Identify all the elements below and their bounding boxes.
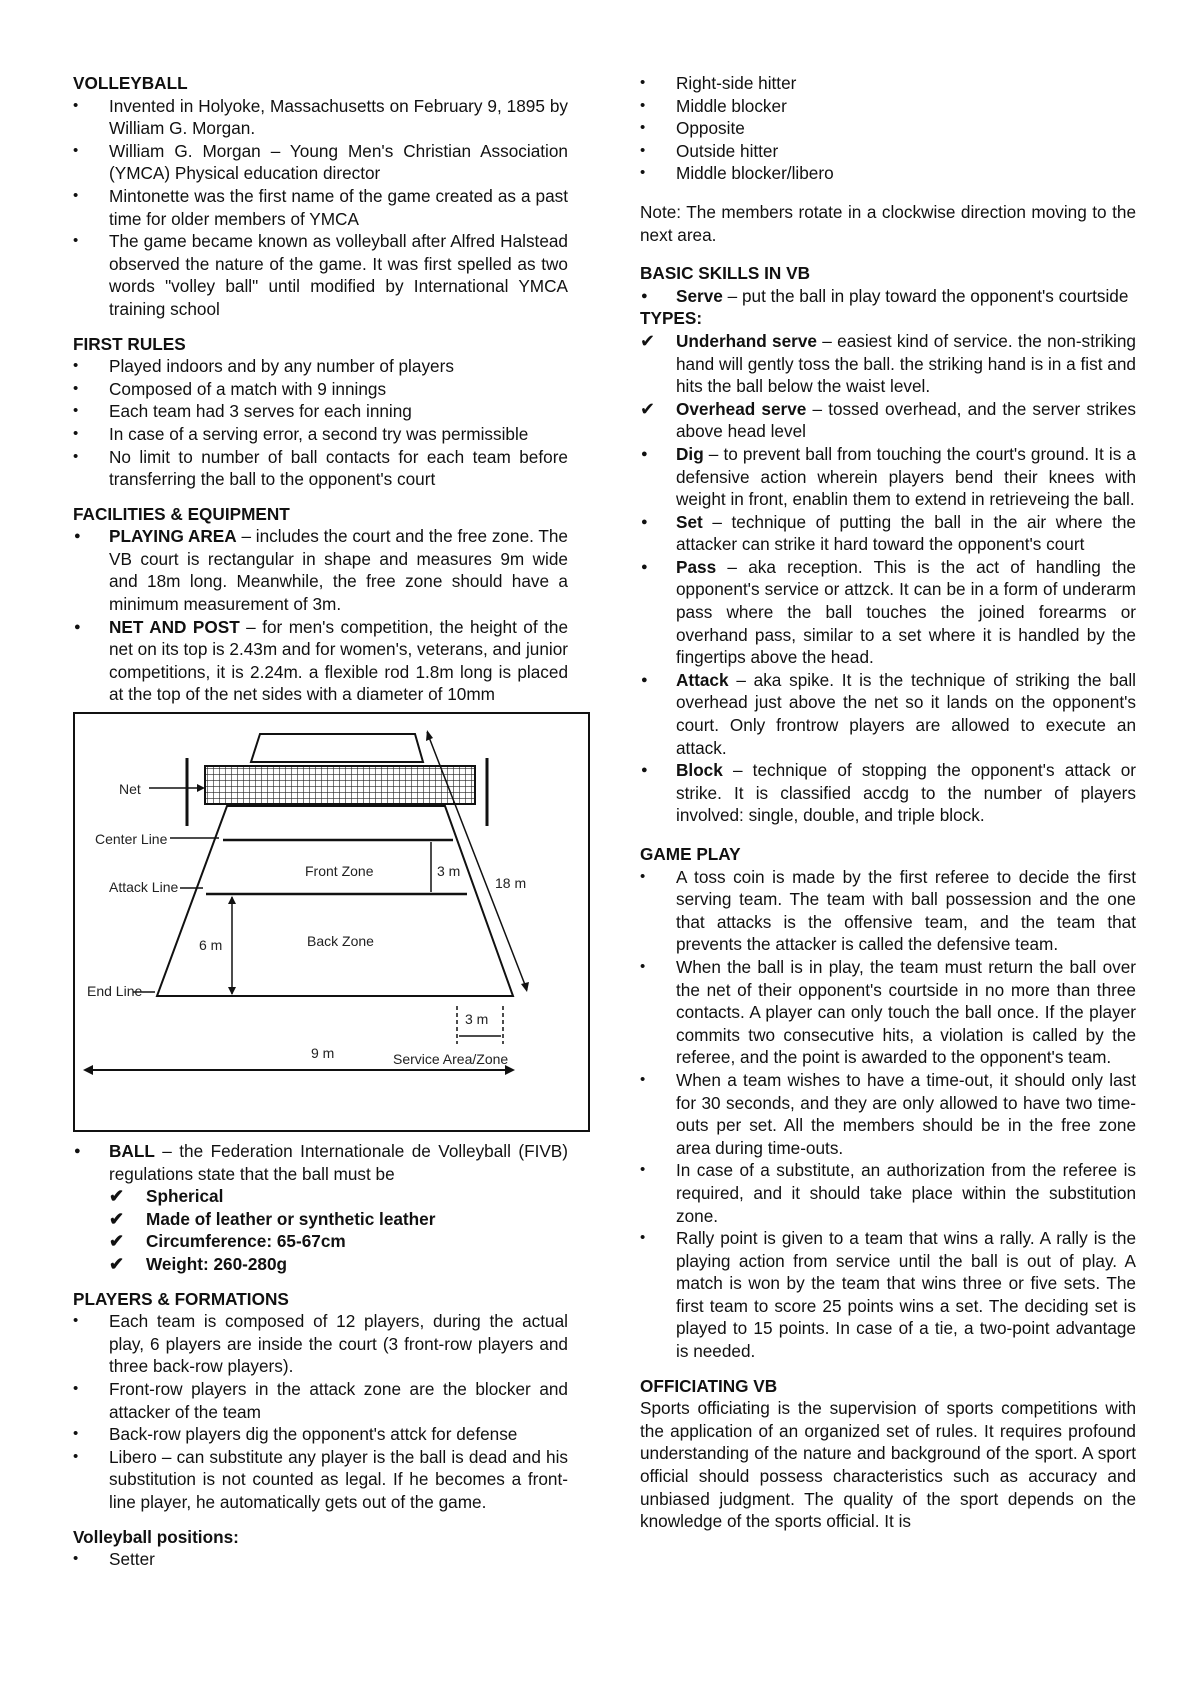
label-back-zone: Back Zone xyxy=(307,933,374,950)
heading-basic-skills: BASIC SKILLS IN VB xyxy=(640,263,810,284)
list-item: • When the ball is in play, the team must return the ball over the net of their opponent's courtside in no more than three contacts. A player can only touch the ball once. If the player commits two consecutive hits, a violation is called by the referee, and the point is awarded to the opponent's team. xyxy=(640,956,1136,1069)
lead-overhead: Overhead serve xyxy=(676,398,807,419)
list-item-serve xyxy=(640,285,1136,308)
list-item-ball xyxy=(73,1140,568,1185)
text-attack: – aka spike. It is the technique of striking the ball overhead just above the net so it lands on the opponent's court. Only frontrow players are allowed to execute an attack. xyxy=(676,669,1136,758)
list-item-overhead xyxy=(640,398,1136,443)
positions-list-cont xyxy=(640,72,1136,185)
list-item: • Back-row players dig the opponent's attck for defense xyxy=(73,1423,568,1446)
list-item: • Opposite xyxy=(640,117,1136,140)
list-item: • Mintonette was the first name of the game created as a past time for older members of YMCA xyxy=(73,185,568,230)
list-item: • A toss coin is made by the first referee to decide the first serving team. The team with ball possession and the one that attacks is the offensive team, and the team that prevents the attacker is called the defensive team. xyxy=(640,866,1136,956)
list-item: • Outside hitter xyxy=(640,140,1136,163)
lead-block: Block xyxy=(676,760,723,781)
heading-players: PLAYERS & FORMATIONS xyxy=(73,1288,289,1309)
label-front-zone: Front Zone xyxy=(305,863,374,880)
lead-playing-area: PLAYING AREA xyxy=(109,526,237,547)
first-rules-list xyxy=(73,355,568,491)
heading-facilities: FACILITIES & EQUIPMENT xyxy=(73,503,290,524)
text-set: – technique of putting the ball in the air where the attacker can strike it hard toward the opponent's court xyxy=(676,511,1136,555)
label-3m-front: 3 m xyxy=(437,863,461,880)
list-item-net-post xyxy=(73,616,568,706)
net-mesh xyxy=(205,766,475,804)
label-service-area: Service Area/Zone xyxy=(393,1051,509,1068)
ball-list xyxy=(73,1140,568,1276)
lead-net-post: NET AND POST xyxy=(109,616,240,637)
heading-positions: Volleyball positions: xyxy=(73,1526,239,1547)
list-item: • In case of a substitute, an authorization from the referee is required, and it should take place within the substitution zone. xyxy=(640,1159,1136,1227)
list-item-pass xyxy=(640,556,1136,669)
list-item: • Middle blocker/libero xyxy=(640,162,1136,185)
heading-volleyball: VOLLEYBALL xyxy=(73,73,188,93)
lead-dig: Dig xyxy=(676,443,704,464)
list-item-set xyxy=(640,511,1136,556)
volleyball-list xyxy=(73,95,568,321)
right-column xyxy=(640,72,1136,1533)
label-attack-line: Attack Line xyxy=(109,879,179,896)
text-serve: – put the ball in play toward the opponent's courtside xyxy=(722,285,1129,306)
heading-first-rules: FIRST RULES xyxy=(73,333,186,354)
text-playing-area: – includes the court and the free zone. The VB court is rectangular in shape and measures 9m wide and 18m long. Meanwhile, the free zone should have a minimum measurement of 3m. xyxy=(109,526,568,615)
label-9m: 9 m xyxy=(311,1045,335,1062)
list-item: • In case of a serving error, a second try was permissible xyxy=(73,423,568,446)
label-net: Net xyxy=(119,781,141,798)
text-net-post: – for men's competition, the height of the net on its top is 2.43m and for women's, veterans, and junior competitions, it is 2.24m. a flexible rod 1.8m long is placed at the top of the net sides with a diameter of 10mm xyxy=(109,616,569,705)
facilities-list xyxy=(73,525,568,706)
label-6m: 6 m xyxy=(199,937,223,954)
near-court-shape xyxy=(157,806,513,996)
text-overhead: – tossed overhead, and the server strikes above head level xyxy=(676,398,1136,442)
list-item: • Rally point is given to a team that wins a rally. A rally is the playing action from service until the ball is out of play. A match is won by the team that wins three or five sets. The first team to score 25 points wins a set. The deciding set is played to 15 points. In case of a tie, a two-point advantage is needed. xyxy=(640,1227,1136,1363)
lead-ball: BALL xyxy=(109,1141,155,1162)
list-item-dig xyxy=(640,443,1136,511)
lead-set: Set xyxy=(676,511,703,532)
text-dig: – to prevent ball from touching the court's ground. It is a defensive action wherein players bend their knees with weight in front, enablin them to extend in retrieveing the ball. xyxy=(676,443,1136,510)
list-item-block xyxy=(640,759,1136,827)
game-play-list xyxy=(640,866,1136,1363)
players-list xyxy=(73,1310,568,1513)
skills-list xyxy=(640,285,1136,308)
far-court-shape xyxy=(251,734,423,762)
left-column xyxy=(73,72,568,1571)
officiating-text: Sports officiating is the supervision of sports competitions with the application of an organized set of rules. It requires profound understanding of the nature and background of the sport. A sport official should possess characteristics such as accuracy and unbiased judgment. The quality of the sport depends on the knowledge of the sports official. It is xyxy=(640,1398,1136,1532)
text-block: – technique of stopping the opponent's attack or strike. It is classified accdg to the number of players involved: single, double, and triple block. xyxy=(676,760,1136,826)
text-underhand: – easiest kind of service. the non-striking hand will gently toss the ball. the striking hand is in a fist and hits the ball below the waist level. xyxy=(676,330,1136,397)
court-diagram xyxy=(73,712,590,1132)
list-item: • Libero – can substitute any player is the ball is dead and his substitution is not counted as legal. If he becomes a front-line player, he automatically gets out of the game. xyxy=(73,1446,568,1514)
text-ball: – the Federation Internationale de Volleyball (FIVB) regulations state that the ball must be xyxy=(109,1141,568,1184)
list-item: • When a team wishes to have a time-out, it should only last for 30 seconds, and they are only allowed to have two time-outs per set. All the members should be in the free zone area during time-outs. xyxy=(640,1069,1136,1159)
label-end-line: End Line xyxy=(87,983,143,1000)
label-3m-service: 3 m xyxy=(465,1011,489,1028)
text-pass: – aka reception. This is the act of handling the opponent's service or attzck. It can be in a form of underarm pass where the ball touches the joined forearms or overhand pass, similar to a set where it is handled by the fingertips above the head. xyxy=(676,556,1136,668)
list-item: • William G. Morgan – Young Men's Christian Association (YMCA) Physical education director xyxy=(73,140,568,185)
check-item: ✔ Spherical xyxy=(73,1185,568,1208)
court-diagram-svg xyxy=(75,714,588,1130)
lead-pass: Pass xyxy=(676,556,717,577)
label-18m: 18 m xyxy=(495,875,527,892)
list-item: • Setter xyxy=(73,1548,568,1571)
list-item: • No limit to number of ball contacts for each team before transferring the ball to the opponent's court xyxy=(73,446,568,491)
heading-types: TYPES: xyxy=(640,308,703,329)
check-item: ✔ Circumference: 65-67cm xyxy=(73,1230,568,1253)
check-item: ✔ Weight: 260-280g xyxy=(73,1253,568,1276)
skills-list-2 xyxy=(640,330,1136,827)
eighteen-m-marker xyxy=(427,732,527,990)
list-item: • Each team is composed of 12 players, during the actual play, 6 players are inside the court (3 front-row players and three back-row players). xyxy=(73,1310,568,1378)
lead-attack: Attack xyxy=(676,669,729,690)
check-item: ✔ Made of leather or synthetic leather xyxy=(73,1208,568,1231)
list-item-underhand xyxy=(640,330,1136,398)
list-item: • Each team had 3 serves for each inning xyxy=(73,400,568,423)
list-item: • Composed of a match with 9 innings xyxy=(73,378,568,401)
lead-underhand: Underhand serve xyxy=(676,330,817,351)
list-item: • Invented in Holyoke, Massachusetts on February 9, 1895 by William G. Morgan. xyxy=(73,95,568,140)
list-item: • Middle blocker xyxy=(640,95,1136,118)
list-item-attack xyxy=(640,669,1136,759)
list-item: • Right-side hitter xyxy=(640,72,1136,95)
lead-serve: Serve xyxy=(676,285,723,306)
heading-officiating: OFFICIATING VB xyxy=(640,1375,778,1396)
label-center-line: Center Line xyxy=(95,831,168,848)
rotation-note: Note: The members rotate in a clockwise direction moving to the next area. xyxy=(640,201,1136,245)
positions-list xyxy=(73,1548,568,1571)
list-item-playing-area xyxy=(73,525,568,615)
heading-game-play: GAME PLAY xyxy=(640,844,741,864)
list-item: • The game became known as volleyball after Alfred Halstead observed the nature of the game. It was first spelled as two words "volley ball" until modified by International YMCA training school xyxy=(73,230,568,320)
list-item: • Played indoors and by any number of players xyxy=(73,355,568,378)
list-item: • Front-row players in the attack zone are the blocker and attacker of the team xyxy=(73,1378,568,1423)
